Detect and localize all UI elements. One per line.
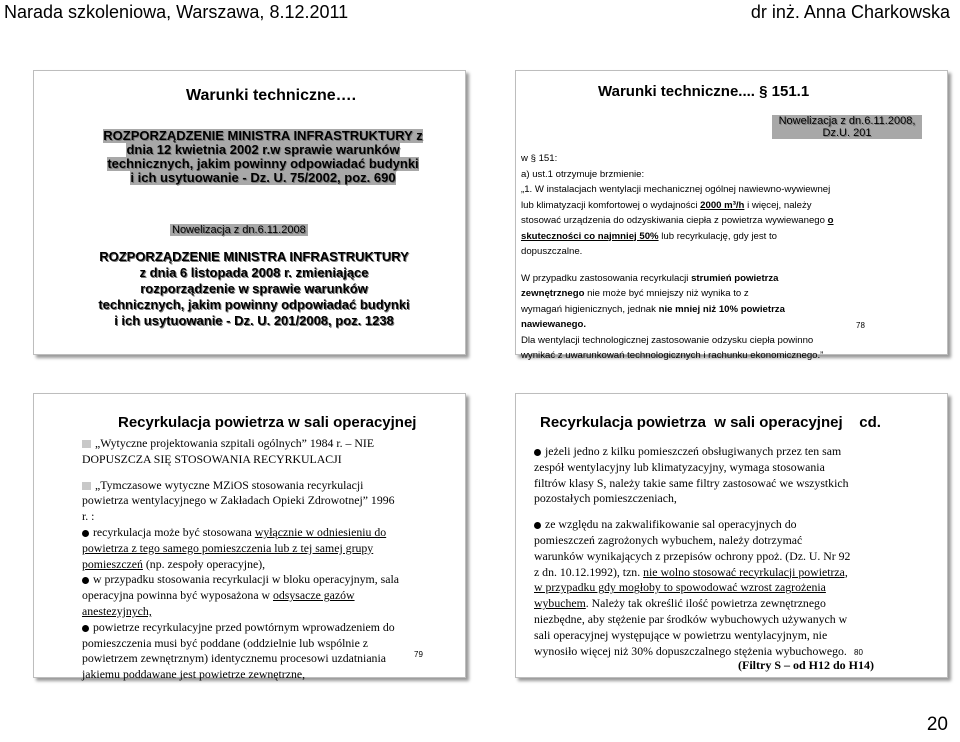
text-line: filtrów klasy S, należy takie same filtry zastosować we wszystkich	[534, 475, 849, 490]
text-span: nie może być mniejszy niż wynika to z	[584, 288, 749, 299]
regulation-2008-line: rozporządzenie w sprawie warunków	[140, 281, 368, 296]
text-line	[534, 596, 944, 612]
text-span: o	[827, 215, 834, 226]
slide-body	[534, 444, 944, 659]
text-line	[534, 517, 944, 533]
text-line	[82, 620, 462, 636]
text-span: nie wolno stosować recyrkulacji powietrza,	[643, 564, 848, 579]
text-line: powietrza z tego samego pomieszczenia lub z tej samej grupy	[82, 540, 374, 555]
regulation-2002	[98, 129, 428, 185]
text-span: wyłącznie w odniesieniu do	[254, 524, 387, 539]
text-line: sali operacyjnej występujące w powietrzu wentylacyjnym, nie	[534, 627, 828, 642]
regulation-text	[521, 151, 941, 364]
text-span: pomieszczeń	[82, 556, 143, 571]
regulation-2002-line: dnia 12 kwietnia 2002 r.w sprawie warunków	[126, 142, 400, 157]
text-span: powietrze recyrkulacyjne przed powtórnym wprowadzeniem do	[93, 619, 395, 634]
bullet-icon	[82, 625, 89, 632]
slide-title: Warunki techniczne.... § 151.1	[598, 83, 810, 100]
text-line: a) ust.1 otrzymuje brzmienie:	[521, 168, 645, 180]
text-span: recyrkulacja może być stosowana	[93, 524, 255, 539]
text-span: lub klimatyzacji komfortowej o wydajności	[521, 199, 701, 211]
slide-recyrkulacja-cd	[515, 393, 948, 678]
text-span: jeżeli jedno z kilku pomieszczeń obsługiwanych przez ten sam	[545, 444, 842, 458]
regulation-2008-line: z dnia 6 listopada 2008 r. zmieniające	[139, 265, 369, 280]
text-line: warunków wynikających z przepisów ochrony ppoż. (Dz. U. Nr 92	[534, 548, 851, 563]
text-line	[534, 444, 944, 460]
text-line: pomieszczeń zagrożonych wybuchem, należy dotrzymać	[534, 532, 803, 547]
efficiency-threshold: skuteczności co najmniej 50%	[521, 230, 659, 242]
header-author: dr inż. Anna Charkowska	[750, 2, 950, 22]
square-bullet-icon	[82, 482, 91, 490]
header-left-title: Narada szkoleniowa, Warszawa, 8.12.2011	[4, 2, 349, 22]
text-line: dopuszczalne.	[521, 246, 583, 257]
amendment-badge: Nowelizacja z dn.6.11.2008	[172, 224, 306, 236]
text-line	[521, 271, 941, 287]
text-span: „Tymczasowe wytyczne MZiOS stosowania recyrkulacji	[95, 477, 364, 492]
text-span: operacyjna powinna być wyposażona w	[82, 588, 273, 603]
text-span: zewnętrznego	[521, 288, 585, 299]
text-line	[521, 229, 941, 245]
text-span: (np. zespoły operacyjne),	[142, 556, 266, 571]
text-line	[534, 565, 944, 581]
text-span: odsysacze gazów	[272, 588, 355, 603]
text-line: powietrza wentylacyjnego w Zakładach Opieki Zdrowotnej” 1996	[82, 493, 395, 508]
square-bullet-icon	[82, 440, 91, 448]
text-line: w § 151:	[521, 153, 558, 164]
text-line: nawiewanego.	[521, 319, 587, 330]
slide-body	[82, 436, 462, 683]
text-line	[82, 572, 462, 588]
text-line: wynosiło więcej niż 30% dopuszczalnego stężenia wybuchowego.	[534, 643, 847, 658]
text-line: DOPUSZCZA SIĘ STOSOWANIA RECYRKULACJI	[82, 451, 342, 466]
text-line: r. :	[82, 509, 95, 524]
text-line: wynikać z uwarunkowań technologicznych i rachunku ekonomicznego.”	[521, 350, 824, 361]
text-line	[82, 436, 462, 452]
slide-warunki-techniczne	[33, 70, 466, 355]
filter-class-note: (Filtry S – od H12 do H14)	[738, 658, 875, 672]
bullet-icon	[534, 522, 541, 529]
text-line: pomieszczenia musi być poddane (oddzielnie lub wspólnie z	[82, 635, 368, 650]
text-line: powietrzem zewnętrznym) identycznemu procesowi uzdatniania	[82, 651, 386, 666]
text-line	[521, 213, 941, 229]
text-line	[82, 525, 462, 541]
slide-paragraf-151	[515, 70, 948, 361]
text-span: wymagań higienicznych, jednak	[521, 303, 659, 315]
text-line: „1. W instalacjach wentylacji mechanicznej ogólnej nawiewno-wywiewnej	[521, 184, 831, 195]
bullet-icon	[82, 530, 89, 537]
text-line	[521, 302, 941, 318]
text-line: pozostałych pomieszczeniach,	[534, 491, 677, 506]
page-number: 20	[926, 714, 948, 735]
text-line: jakiemu poddawane jest powietrze zewnętrzne,	[82, 667, 306, 682]
text-span: . Należy tak określić ilość powietrza zewnętrznego	[585, 596, 826, 611]
regulation-2008-line: i ich usytuowanie - Dz. U. 201/2008, poz. 1238	[114, 313, 394, 328]
text-span: nie mniej niż 10% powietrza	[658, 303, 785, 315]
amendment-badge-line: Nowelizacja z dn.6.11.2008,	[778, 115, 916, 127]
text-span: ze względu na zakwalifikowanie sal operacyjnych do	[545, 517, 797, 532]
regulation-2002-line: technicznych, jakim powinny odpowiadać budynki	[107, 156, 419, 171]
text-line	[82, 557, 462, 573]
regulation-2008-line: ROZPORZĄDZENIE MINISTRA INFRASTRUKTURY	[99, 249, 409, 264]
text-line	[82, 588, 462, 604]
text-span: i więcej, należy	[744, 199, 812, 211]
text-line	[521, 286, 941, 302]
text-line: niezbędne, aby stężenie par środków wybuchowych używanych w	[534, 611, 848, 626]
regulation-2002-line: i ich usytuowanie - Dz. U. 75/2002, poz. 690	[130, 170, 396, 185]
amendment-badge-line: Dz.U. 201	[822, 127, 872, 139]
text-span: w przypadku stosowania recyrkulacji w bloku operacyjnym, sala	[93, 572, 399, 587]
text-span: stosować urządzenia do odzyskiwania ciepła z powietrza wywiewanego	[521, 215, 828, 226]
regulation-2002-line: ROZPORZĄDZENIE MINISTRA INFRASTRUKTURY z	[103, 128, 423, 143]
slide-number: 80	[854, 648, 863, 657]
slide-number: 79	[414, 650, 423, 659]
text-span: W przypadku zastosowania recyrkulacji	[521, 272, 692, 284]
text-line: anestezyjnych,	[82, 603, 152, 618]
amendment-badge	[772, 115, 922, 139]
regulation-2008	[74, 249, 434, 329]
text-span: wybuchem	[534, 596, 586, 611]
regulation-2008-line: technicznych, jakim powinny odpowiadać budynki	[98, 297, 410, 312]
slide-recyrkulacja	[33, 393, 466, 682]
text-line	[82, 478, 462, 494]
text-span: lub recyrkulację, gdy jest to	[658, 230, 777, 242]
bullet-icon	[82, 577, 89, 584]
text-span: „Wytyczne projektowania szpitali ogólnych” 1984 r. – NIE	[95, 436, 375, 450]
slide-title: Recyrkulacja powietrza w sali operacyjnej cd.	[540, 414, 881, 431]
airflow-threshold: 2000 m³/h	[700, 199, 745, 211]
text-line	[521, 198, 941, 214]
text-line: zespół wentylacyjny lub klimatyzacyjny, wymaga stosowania	[534, 459, 825, 474]
text-line: Dla wentylacji technologicznej zastosowanie odzysku ciepła powinno	[521, 334, 814, 346]
text-line: w przypadku gdy mogłoby to spowodować wzrost zagrożenia	[534, 580, 826, 595]
slide-title: Recyrkulacja powietrza w sali operacyjnej	[118, 414, 417, 431]
slide-number: 78	[856, 321, 865, 330]
text-span: strumień powietrza	[691, 272, 779, 284]
slide-title: Warunki techniczne….	[186, 87, 357, 104]
text-span: z dn. 10.12.1992), tzn.	[534, 564, 644, 579]
bullet-icon	[534, 449, 541, 456]
